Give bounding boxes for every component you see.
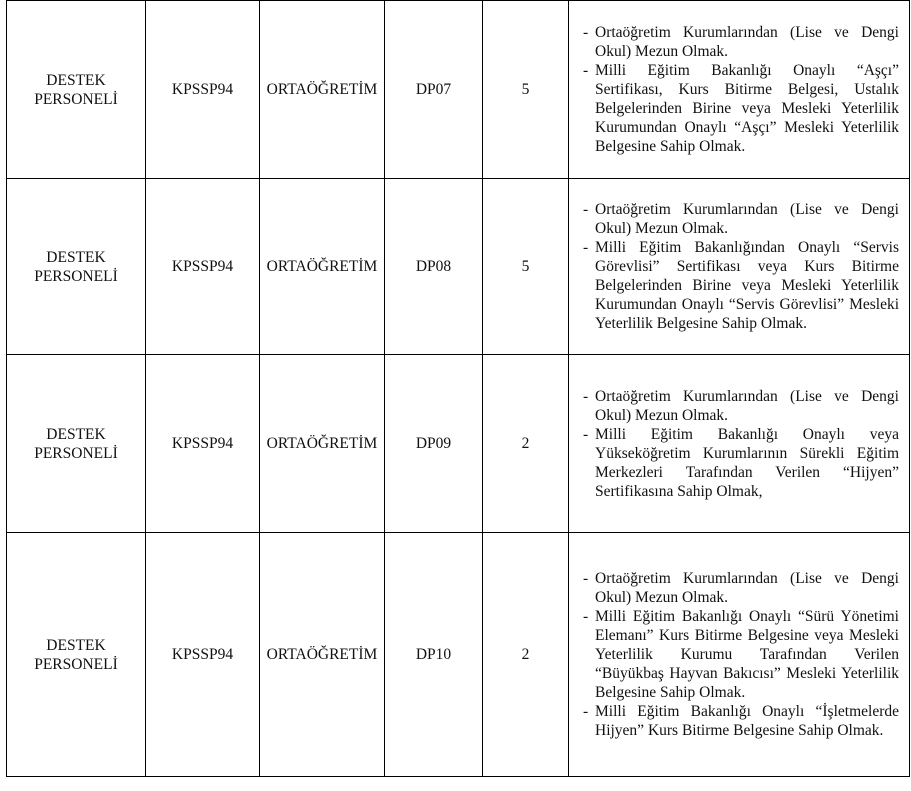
position-count-cell: 5: [483, 1, 569, 179]
position-count-cell: 2: [483, 533, 569, 777]
exam-cell: KPSSP94: [146, 533, 260, 777]
bullet-dash: -: [583, 239, 589, 256]
education-cell: ORTAÖĞRETİM: [260, 179, 385, 355]
unit-label-line1: DESTEK: [46, 425, 106, 443]
requirement-text: Ortaöğretim Kurumlarından (Lise ve Dengi Okul) Mezun Olmak.: [595, 570, 899, 606]
unit-label-line1: DESTEK: [46, 636, 106, 654]
unit-label-line2: PERSONELİ: [34, 267, 118, 285]
unit-label-line1: DESTEK: [46, 248, 106, 266]
requirement-text: Milli Eğitim Bakanlığı Onaylı “Sürü Yönetimi Elemanı” Kurs Bitirme Belgesine veya Mesleki Yeterlilik Kurumu Tarafından Verilen “Büyükbaş Hayvan Bakıcısı” Mesleki Yeterlilik Belgesine Sahip Olmak.: [595, 608, 899, 701]
bullet-dash: -: [583, 201, 589, 218]
unit-label-line2: PERSONELİ: [34, 444, 118, 462]
bullet-dash: -: [583, 425, 589, 443]
unit-cell: [7, 179, 146, 355]
requirement-text: Milli Eğitim Bakanlığı Onaylı “Aşçı” Sertifikası, Kurs Bitirme Belgesi, Ustalık Belgelerinden Birine veya Mesleki Yeterlilik Kurumundan Onaylı “Aşçı” Mesleki Yeterlilik Belgesine Sahip Olmak.: [595, 62, 899, 155]
education-cell: ORTAÖĞRETİM: [260, 533, 385, 777]
requirement-text: Milli Eğitim Bakanlığından Onaylı “Servis Görevlisi” Sertifikası veya Kurs Bitirme Belgelerinden Birine veya Mesleki Yeterlilik Kurumundan Onaylı “Servis Görevlisi” Mesleki Yeterlilik Belgesine Sahip Olmak.: [595, 239, 899, 332]
requirements-cell: [569, 1, 910, 179]
bullet-dash: -: [583, 608, 589, 625]
position-code-cell: DP10: [385, 533, 483, 777]
position-count-cell: 5: [483, 179, 569, 355]
unit-cell: [7, 355, 146, 533]
table-row: [7, 533, 910, 777]
requirement-text: Ortaöğretim Kurumlarından (Lise ve Dengi Okul) Mezun Olmak.: [595, 24, 899, 60]
position-code-cell: DP07: [385, 1, 483, 179]
unit-cell: [7, 533, 146, 777]
table-row: [7, 1, 910, 179]
bullet-dash: -: [583, 24, 589, 41]
requirement-item: [583, 425, 899, 501]
requirement-text: Milli Eğitim Bakanlığı Onaylı “İşletmelerde Hijyen” Kurs Bitirme Belgesine Sahip Olmak.: [595, 703, 899, 739]
requirement-item: [583, 200, 899, 238]
position-code-cell: DP09: [385, 355, 483, 533]
education-cell: ORTAÖĞRETİM: [260, 355, 385, 533]
exam-cell: KPSSP94: [146, 355, 260, 533]
requirements-cell: [569, 533, 910, 777]
requirement-text: Milli Eğitim Bakanlığı Onaylı veya Yükseköğretim Kurumlarının Sürekli Eğitim Merkezleri Tarafından Verilen “Hijyen” Sertifikasına Sahip Olmak,: [595, 425, 899, 500]
position-code-cell: DP08: [385, 179, 483, 355]
requirement-item: [583, 387, 899, 425]
table-row: [7, 179, 910, 355]
requirement-item: [583, 569, 899, 607]
requirement-text: Ortaöğretim Kurumlarından (Lise ve Dengi Okul) Mezun Olmak.: [595, 201, 899, 237]
requirement-item: [583, 702, 899, 740]
positions-table: [6, 0, 910, 777]
requirement-item: [583, 607, 899, 702]
unit-label-line2: PERSONELİ: [34, 655, 118, 673]
unit-label-line1: DESTEK: [46, 71, 106, 89]
table-row: [7, 355, 910, 533]
exam-cell: KPSSP94: [146, 179, 260, 355]
education-cell: ORTAÖĞRETİM: [260, 1, 385, 179]
bullet-dash: -: [583, 570, 589, 587]
requirements-cell: [569, 355, 910, 533]
requirements-cell: [569, 179, 910, 355]
requirement-text: Ortaöğretim Kurumlarından (Lise ve Dengi Okul) Mezun Olmak.: [595, 387, 899, 424]
bullet-dash: -: [583, 703, 589, 720]
requirement-item: [583, 238, 899, 333]
requirement-item: [583, 23, 899, 61]
bullet-dash: -: [583, 62, 589, 79]
unit-cell: [7, 1, 146, 179]
exam-cell: KPSSP94: [146, 1, 260, 179]
bullet-dash: -: [583, 387, 589, 405]
unit-label-line2: PERSONELİ: [34, 90, 118, 108]
requirement-item: [583, 61, 899, 156]
position-count-cell: 2: [483, 355, 569, 533]
